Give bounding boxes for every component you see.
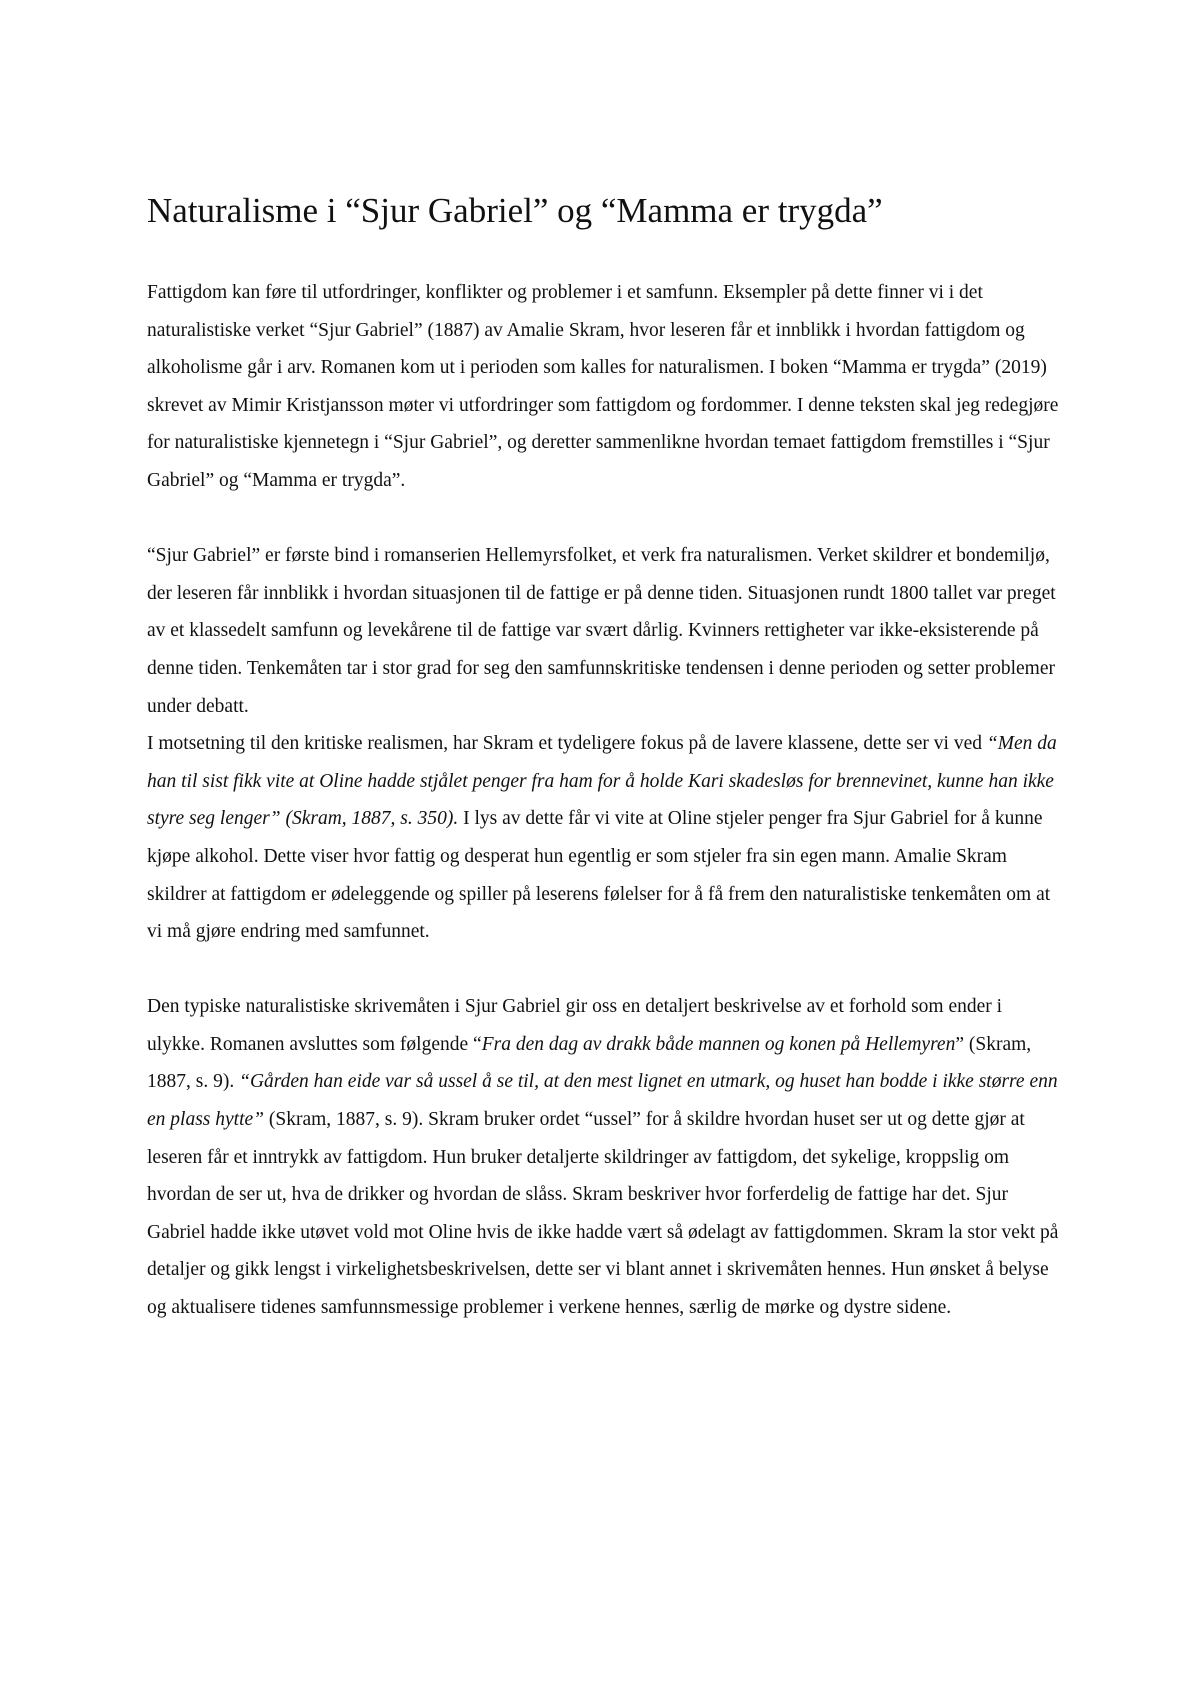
paragraph-background-text: “Sjur Gabriel” er første bind i romanserien Hellemyrsfolket, et verk fra naturalismen. Verket skildrer et bondemiljø, der leseren får innblikk i hvordan situasjonen til de fattige er på denne tiden. Situasjonen rundt 1800 tallet var preget av et klassedelt samfunn og levekårene til de fattige var svært dårlig. Kvinners rettigheter var ikke-eksisterende på denne tiden. Tenkemåten tar i stor grad for seg den samfunnskritiske tendensen i denne perioden og setter problemer under debatt. — [147, 545, 1056, 717]
paragraph-writing-style — [147, 988, 1060, 1326]
paragraph-oline-quote-after: I lys av dette får vi vite at Oline stjeler penger fra Sjur Gabriel for å kunne kjøpe alkohol. Dette viser hvor fattig og desperat hun egentlig er som stjeler fra sin egen mann. Amalie Skram skildrer at fattigdom er ødeleggende og spiller på leserens følelser for å få frem den naturalistiske tenkemåten om at vi må gjøre endring med samfunnet. — [147, 808, 1051, 943]
quote-garden: “Gården han eide var så ussel å se til, at den mest lignet en utmark, og huset han bodde i ikke større enn en plass hytte” — [147, 1071, 1058, 1131]
paragraph-introduction — [147, 274, 1060, 500]
quote-hellemyren: Fra den dag av drakk både mannen og konen på Hellemyren — [481, 1033, 956, 1055]
paragraph-introduction-text: Fattigdom kan føre til utfordringer, konflikter og problemer i et samfunn. Eksempler på dette finner vi i det naturalistiske verket “Sjur Gabriel” (1887) av Amalie Skram, hvor leseren får et innblikk i hvordan fattigdom og alkoholisme går i arv. Romanen kom ut i perioden som kalles for naturalismen. I boken “Mamma er trygda” (2019) skrevet av Mimir Kristjansson møter vi utfordringer som fattigdom og fordommer. I denne teksten skal jeg redegjøre for naturalistiske kjennetegn i “Sjur Gabriel”, og deretter sammenlikne hvordan temaet fattigdom fremstilles i “Sjur Gabriel” og “Mamma er trygda”. — [147, 282, 1059, 491]
paragraph-writing-style-before: Den typiske naturalistiske skrivemåten i Sjur Gabriel gir oss en detaljert beskrivelse av et forhold som ender i ulykke. Romanen avsluttes som følgende “ — [147, 996, 1003, 1055]
quote-oline-theft: “Men da han til sist fikk vite at Oline hadde stjålet penger fra ham for å holde Kari skadesløs for brennevinet, kunne han ikke styre seg lenger” (Skram, 1887, s. 350). — [147, 733, 1057, 830]
paragraph-writing-style-mid: ” (Skram, 1887, s. 9). — [147, 1033, 1032, 1093]
paragraph-oline-quote — [147, 725, 1060, 951]
document-title: Naturalisme i “Sjur Gabriel” og “Mamma er trygda” — [147, 191, 883, 230]
paragraph-writing-style-after: (Skram, 1887, s. 9). Skram bruker ordet “ussel” for å skildre hvordan huset ser ut og dette gjør at leseren får et inntrykk av fattigdom. Hun bruker detaljerte skildringer av fattigdom, det sykelige, kroppslig om hvordan de ser ut, hva de drikker og hvordan de slåss. Skram beskriver hvor forferdelig de fattige har det. Sjur Gabriel hadde ikke utøvet vold mot Oline hvis de ikke hadde vært så ødelagt av fattigdommen. Skram la stor vekt på detaljer og gikk lengst i virkelighetsbeskrivelsen, dette ser vi blant annet i skrivemåten hennes. Hun ønsket å belyse og aktualisere tidenes samfunnsmessige problemer i verkene hennes, særlig de mørke og dystre sidene. — [147, 1109, 1059, 1319]
paragraph-oline-quote-before: I motsetning til den kritiske realismen, har Skram et tydeligere fokus på de lavere klassene, dette ser vi ved — [147, 733, 987, 755]
paragraph-background — [147, 537, 1060, 725]
